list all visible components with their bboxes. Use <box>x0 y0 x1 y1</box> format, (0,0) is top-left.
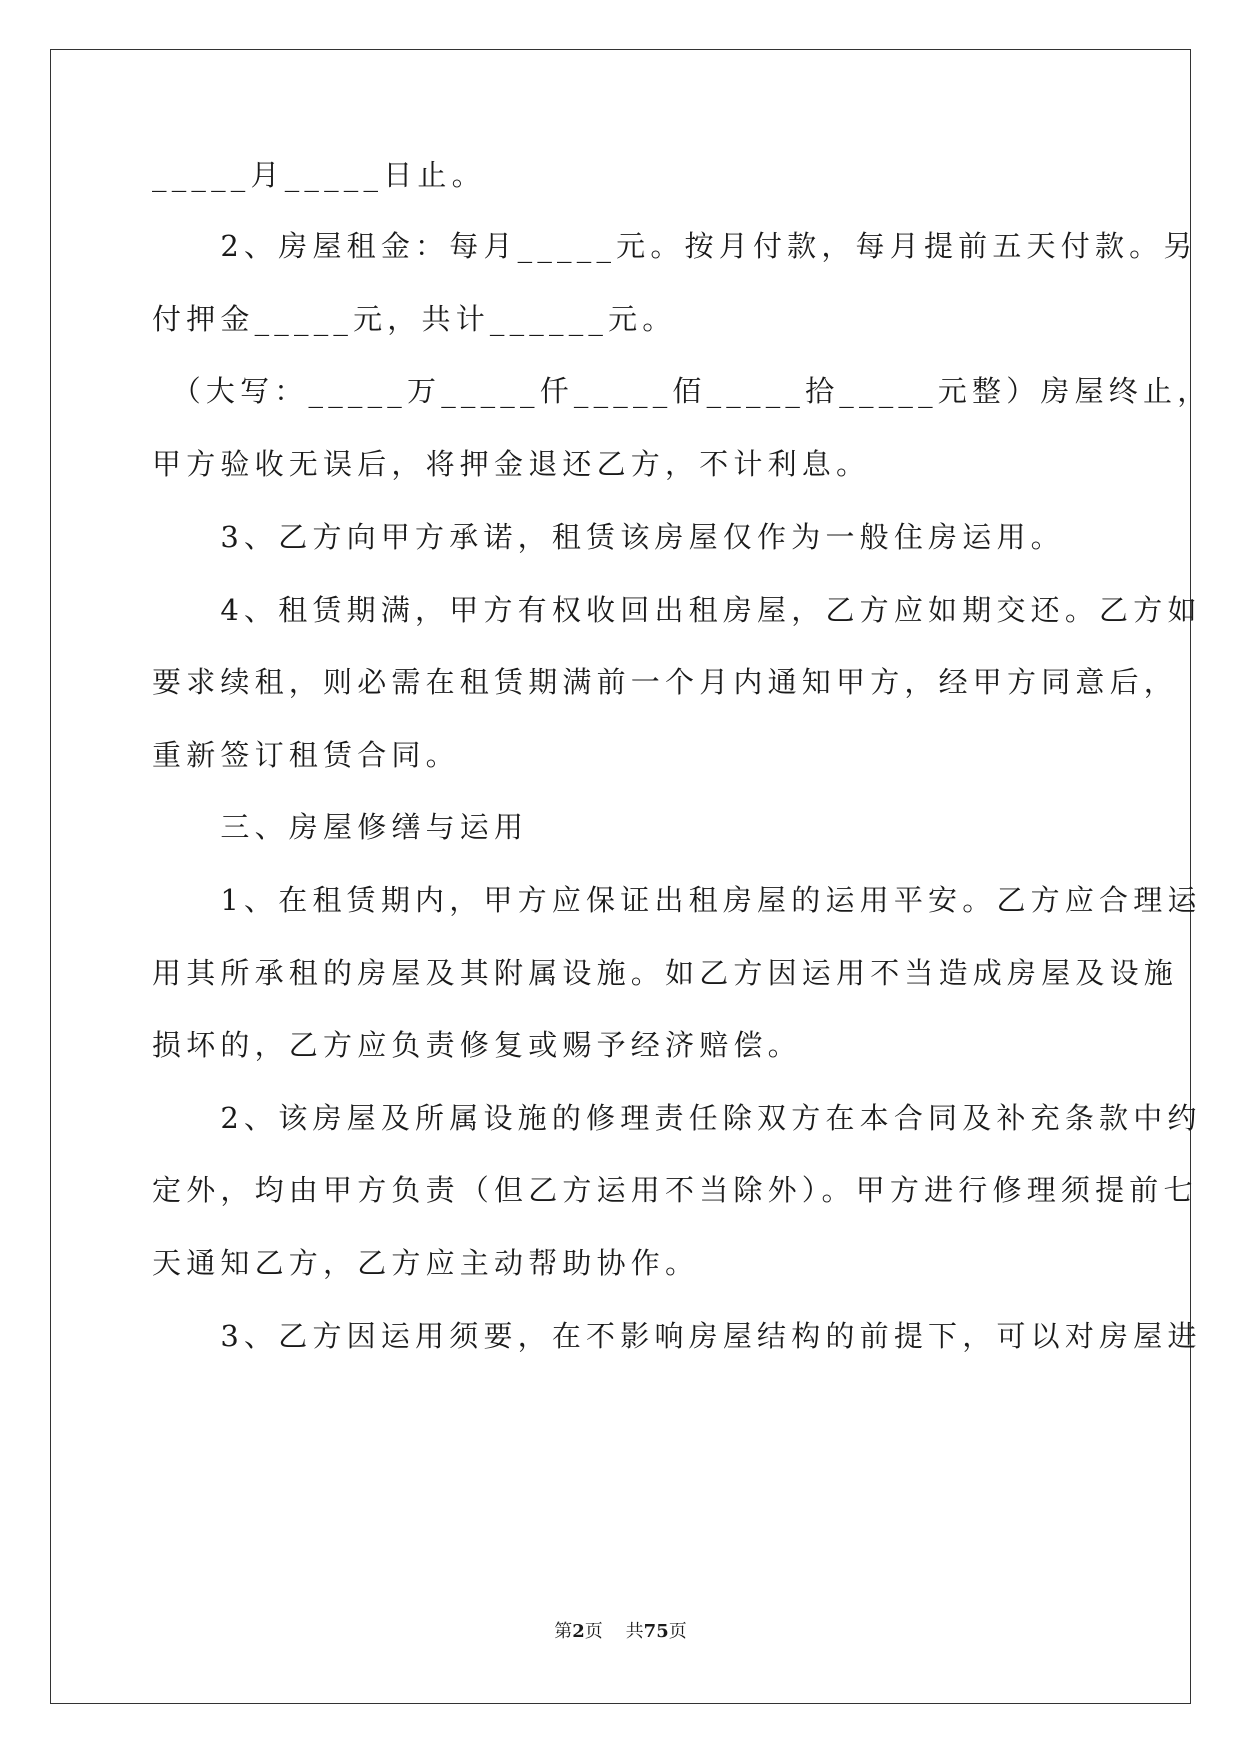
text-line: 甲方验收无误后，将押金退还乙方，不计利息。 <box>152 447 871 481</box>
text-line: 要求续租，则必需在租赁期满前一个月内通知甲方，经甲方同意后， <box>152 665 1179 699</box>
text-line: 2、该房屋及所属设施的修理责任除双方在本合同及补充条款中约 <box>152 1101 1202 1135</box>
text-line: _____月_____日止。 <box>152 158 486 192</box>
total-suffix: 页 <box>668 1621 687 1642</box>
text-line: 3、乙方向甲方承诺，租赁该房屋仅作为一般住房运用。 <box>152 520 1065 554</box>
total-prefix: 共 <box>625 1621 644 1642</box>
total-pages: 75 <box>643 1621 669 1642</box>
page-number: 2 <box>572 1621 585 1642</box>
text-line: 天通知乙方，乙方应主动帮助协作。 <box>152 1246 700 1280</box>
text-line: 定外，均由甲方负责（但乙方运用不当除外）。甲方进行修理须提前七 <box>152 1173 1198 1207</box>
text-line: 1、在租赁期内，甲方应保证出租房屋的运用平安。乙方应合理运 <box>152 883 1202 917</box>
text-line: 重新签订租赁合同。 <box>152 738 460 772</box>
text-line: 2、房屋租金：每月_____元。按月付款，每月提前五天付款。另 <box>152 229 1198 263</box>
section-heading: 三、房屋修缮与运用 <box>152 810 529 844</box>
text-line: 3、乙方因运用须要，在不影响房屋结构的前提下，可以对房屋进 <box>152 1319 1202 1353</box>
text-line: 损坏的，乙方应负责修复或赐予经济赔偿。 <box>152 1028 802 1062</box>
text-line: 用其所承租的房屋及其附属设施。如乙方因运用不当造成房屋及设施 <box>152 956 1179 990</box>
page-prefix: 第 <box>554 1621 573 1642</box>
text-line: 付押金_____元，共计______元。 <box>152 302 677 336</box>
text-line: （大写：_____万_____仟_____佰_____拾_____元整）房屋终止， <box>152 374 1212 408</box>
page-suffix: 页 <box>584 1621 603 1642</box>
text-line: 4、租赁期满，甲方有权收回出租房屋，乙方应如期交还。乙方如 <box>152 593 1202 627</box>
page-footer <box>0 1620 1241 1644</box>
page-border <box>50 49 1191 1704</box>
